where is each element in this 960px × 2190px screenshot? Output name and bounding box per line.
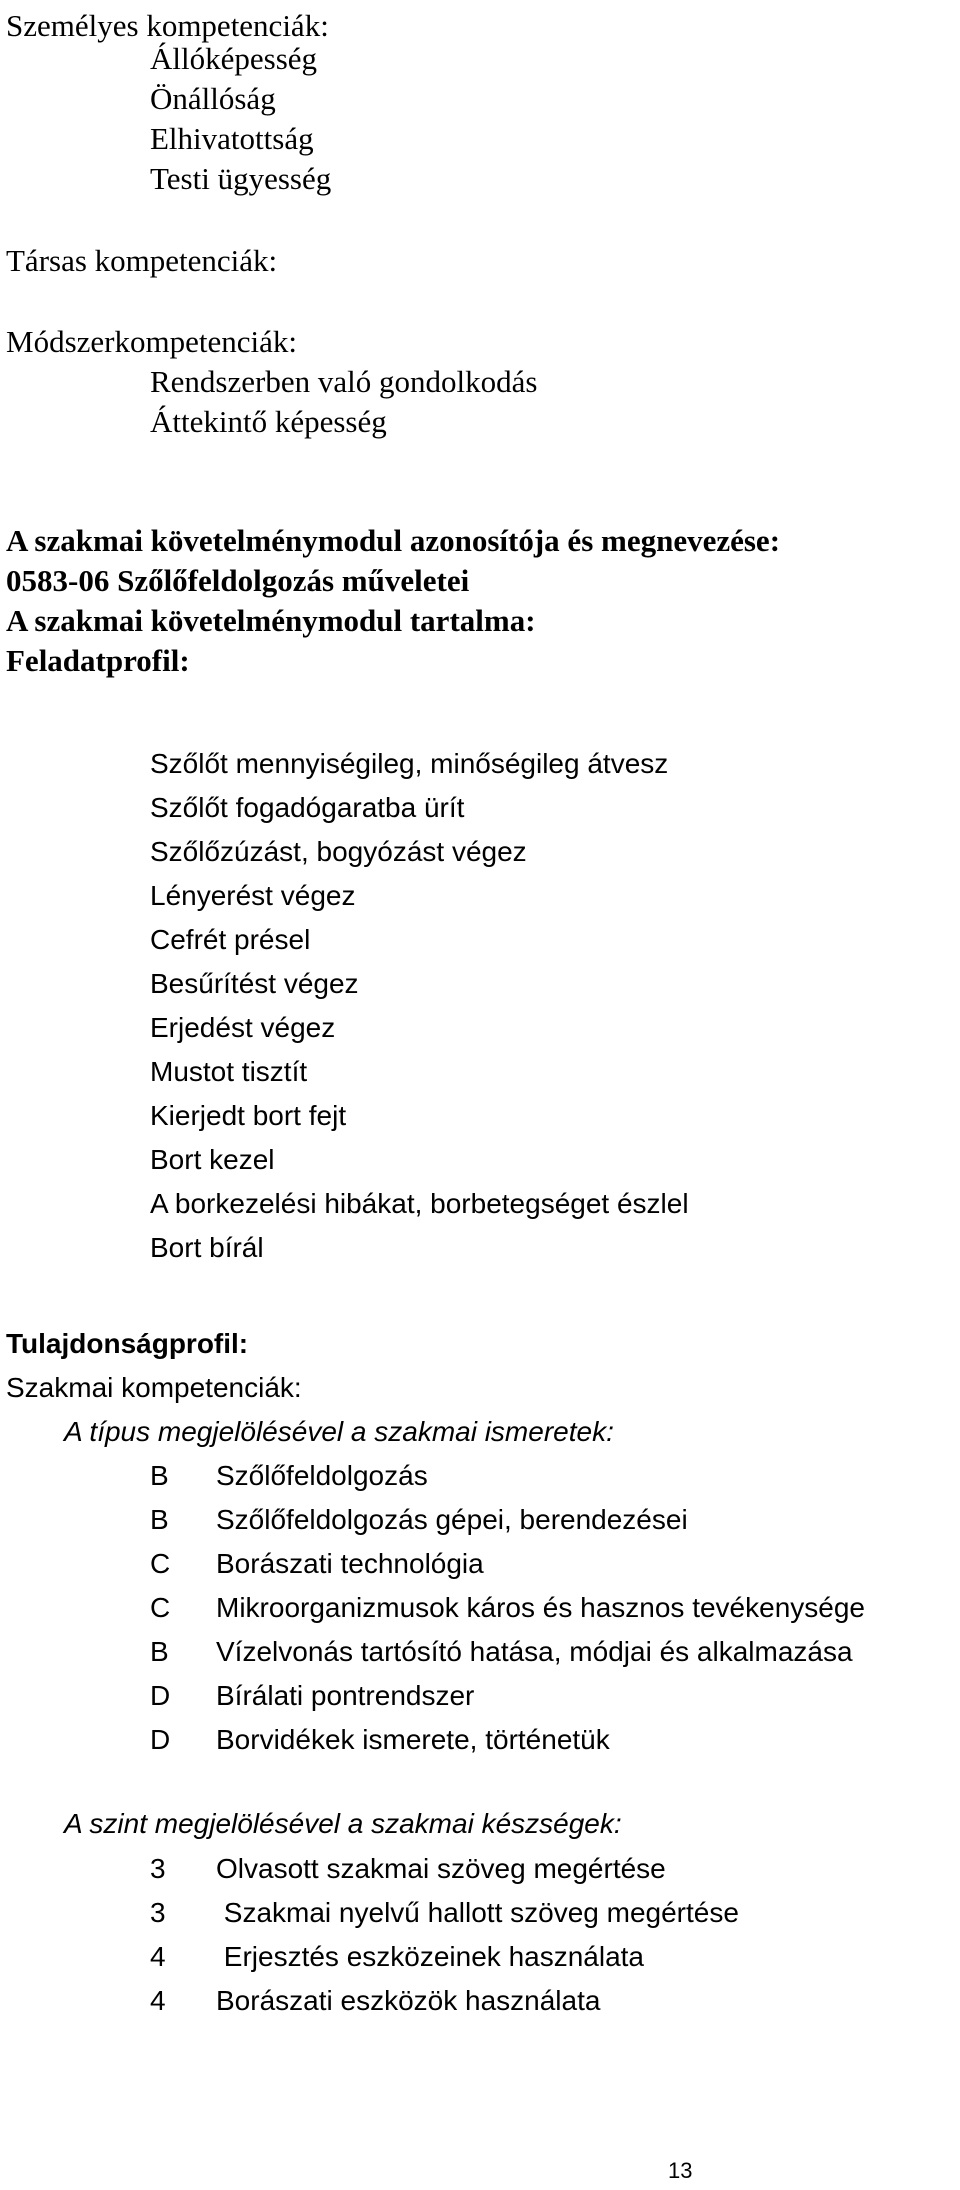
knowledge-text: Vízelvonás tartósító hatása, módjai és alkalmazása xyxy=(216,1636,853,1667)
task-item: Bort bírál xyxy=(150,1232,264,1263)
knowledge-text: Szőlőfeldolgozás gépei, berendezései xyxy=(216,1504,688,1535)
skill-text: Erjesztés eszközeinek használata xyxy=(216,1941,644,1972)
module-id-heading: A szakmai követelménymodul azonosítója és megnevezése: xyxy=(6,523,781,558)
skill-code: 4 xyxy=(150,1941,166,1972)
property-profile-heading: Tulajdonságprofil: xyxy=(6,1328,249,1359)
module-id-name: 0583-06 Szőlőfeldolgozás műveletei xyxy=(6,563,470,598)
knowledge-code: B xyxy=(150,1636,169,1667)
professional-competencies-heading: Szakmai kompetenciák: xyxy=(6,1372,302,1403)
task-profile-heading: Feladatprofil: xyxy=(6,643,190,678)
task-item: Bort kezel xyxy=(150,1144,275,1175)
method-competencies-heading: Módszerkompetenciák: xyxy=(6,324,297,359)
knowledge-code: C xyxy=(150,1592,171,1623)
knowledge-code: D xyxy=(150,1724,171,1755)
module-content-heading: A szakmai követelménymodul tartalma: xyxy=(6,603,536,638)
task-item: A borkezelési hibákat, borbetegséget észlel xyxy=(150,1188,689,1219)
task-item: Szőlőt mennyiségileg, minőségileg átvesz xyxy=(150,748,669,779)
task-item: Erjedést végez xyxy=(150,1012,336,1043)
task-item: Lényerést végez xyxy=(150,880,356,911)
skills-heading: A szint megjelölésével a szakmai készségek: xyxy=(64,1808,622,1839)
skill-text: Borászati eszközök használata xyxy=(216,1985,601,2016)
knowledge-heading: A típus megjelölésével a szakmai ismeretek: xyxy=(64,1416,614,1447)
knowledge-text: Szőlőfeldolgozás xyxy=(216,1460,428,1491)
personal-item: Állóképesség xyxy=(150,41,318,76)
method-item: Rendszerben való gondolkodás xyxy=(150,364,538,399)
task-item: Besűrítést végez xyxy=(150,968,359,999)
task-item: Szőlőzúzást, bogyózást végez xyxy=(150,836,527,867)
knowledge-code: B xyxy=(150,1504,169,1535)
skill-text: Szakmai nyelvű hallott szöveg megértése xyxy=(216,1897,739,1928)
task-item: Kierjedt bort fejt xyxy=(150,1100,347,1131)
knowledge-code: B xyxy=(150,1460,169,1491)
page-number: 13 xyxy=(668,2158,693,2183)
task-item: Cefrét présel xyxy=(150,924,311,955)
knowledge-text: Borvidékek ismerete, történetük xyxy=(216,1724,610,1755)
skill-code: 3 xyxy=(150,1897,166,1928)
task-item: Mustot tisztít xyxy=(150,1056,308,1087)
skill-text: Olvasott szakmai szöveg megértése xyxy=(216,1853,666,1884)
skill-code: 4 xyxy=(150,1985,166,2016)
personal-competencies-heading: Személyes kompetenciák: xyxy=(6,8,329,43)
knowledge-text: Mikroorganizmusok káros és hasznos tevékenysége xyxy=(216,1592,865,1623)
personal-item: Elhivatottság xyxy=(150,121,314,156)
knowledge-text: Bírálati pontrendszer xyxy=(216,1680,475,1711)
knowledge-code: C xyxy=(150,1548,171,1579)
skill-code: 3 xyxy=(150,1853,166,1884)
method-item: Áttekintő képesség xyxy=(150,404,387,439)
personal-item: Önállóság xyxy=(150,81,276,116)
knowledge-code: D xyxy=(150,1680,171,1711)
personal-item: Testi ügyesség xyxy=(150,161,332,196)
knowledge-text: Borászati technológia xyxy=(216,1548,484,1579)
task-item: Szőlőt fogadógaratba ürít xyxy=(150,792,465,823)
social-competencies-heading: Társas kompetenciák: xyxy=(6,243,278,278)
